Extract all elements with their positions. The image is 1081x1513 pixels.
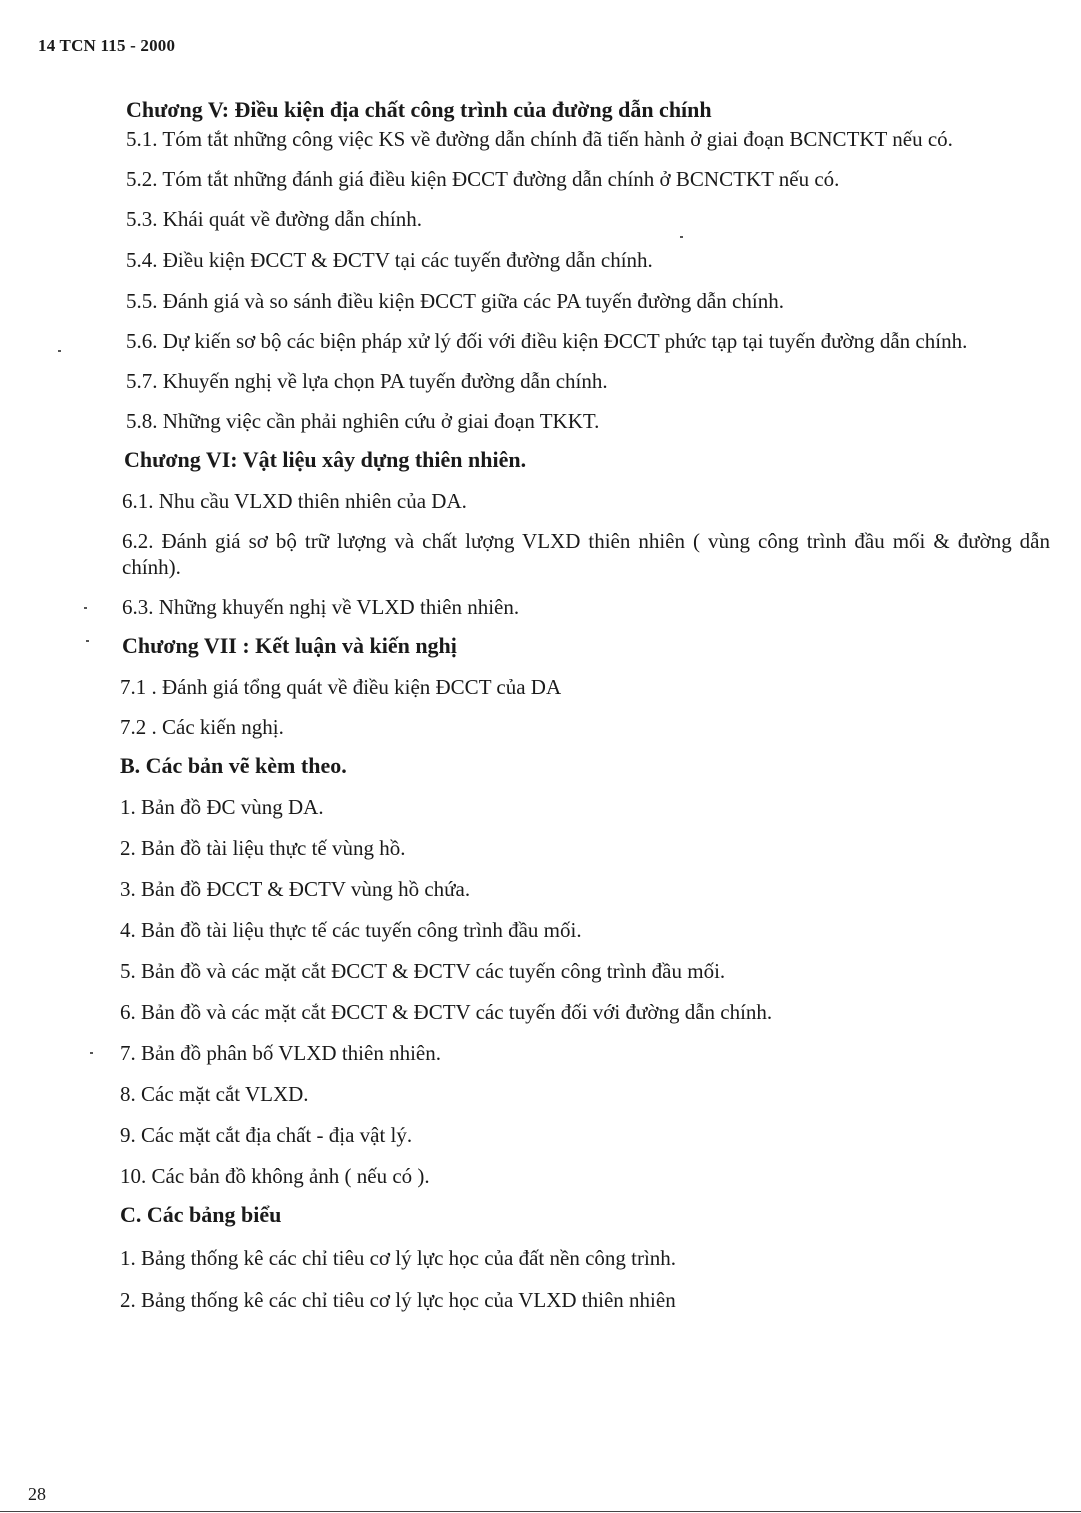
drawing-item-3: 3. Bản đồ ĐCCT & ĐCTV vùng hồ chứa. xyxy=(120,877,471,901)
scan-speck xyxy=(90,1052,93,1054)
item-5-8: 5.8. Những việc cần phải nghiên cứu ở giai đoạn TKKT. xyxy=(126,409,600,433)
scan-speck xyxy=(84,607,87,609)
drawing-item-4: 4. Bản đồ tài liệu thực tế các tuyến công trình đầu mối. xyxy=(120,918,582,942)
item-5-4: 5.4. Điều kiện ĐCCT & ĐCTV tại các tuyến đường dẫn chính. xyxy=(126,248,653,272)
standard-code-header: 14 TCN 115 - 2000 xyxy=(38,36,176,55)
chapter-5-heading: Chương V: Điều kiện địa chất công trình của đường dẫn chính xyxy=(126,97,712,122)
page-number: 28 xyxy=(28,1484,46,1504)
scan-speck xyxy=(58,350,61,352)
drawing-item-2: 2. Bản đồ tài liệu thực tế vùng hồ. xyxy=(120,836,406,860)
table-item-1: 1. Bảng thống kê các chỉ tiêu cơ lý lực học của đất nền công trình. xyxy=(120,1246,677,1270)
item-6-3: 6.3. Những khuyến nghị về VLXD thiên nhiên. xyxy=(122,595,520,619)
item-5-5: 5.5. Đánh giá và so sánh điều kiện ĐCCT giữa các PA tuyến đường dẫn chính. xyxy=(126,289,784,313)
item-6-1: 6.1. Nhu cầu VLXD thiên nhiên của DA. xyxy=(122,489,467,513)
footer-rule xyxy=(0,1511,1081,1512)
item-5-1: 5.1. Tóm tắt những công việc KS về đường dẫn chính đã tiến hành ở giai đoạn BCNCTKT nếu có. xyxy=(126,127,953,151)
section-c-heading: C. Các bảng biểu xyxy=(120,1202,282,1227)
item-6-2: 6.2. Đánh giá sơ bộ trữ lượng và chất lượng VLXD thiên nhiên ( vùng công trình đầu mối & đường dẫn chính). xyxy=(122,529,1050,579)
item-7-1: 7.1 . Đánh giá tổng quát về điều kiện ĐCCT của DA xyxy=(120,675,562,699)
drawing-item-6: 6. Bản đồ và các mặt cắt ĐCCT & ĐCTV các tuyến đối với đường dẫn chính. xyxy=(120,1000,773,1024)
drawing-item-7: 7. Bản đồ phân bố VLXD thiên nhiên. xyxy=(120,1041,441,1065)
drawing-item-10: 10. Các bản đồ không ảnh ( nếu có ). xyxy=(120,1164,430,1188)
drawing-item-5: 5. Bản đồ và các mặt cắt ĐCCT & ĐCTV các tuyến công trình đầu mối. xyxy=(120,959,726,983)
item-5-7: 5.7. Khuyến nghị về lựa chọn PA tuyến đường dẫn chính. xyxy=(126,369,608,393)
chapter-7-heading: Chương VII : Kết luận và kiến nghị xyxy=(122,633,457,658)
table-item-2: 2. Bảng thống kê các chỉ tiêu cơ lý lực học của VLXD thiên nhiên xyxy=(120,1288,676,1312)
scan-speck xyxy=(680,236,683,238)
drawing-item-9: 9. Các mặt cắt địa chất - địa vật lý. xyxy=(120,1123,413,1147)
item-5-3: 5.3. Khái quát về đường dẫn chính. xyxy=(126,207,423,231)
drawing-item-8: 8. Các mặt cắt VLXD. xyxy=(120,1082,309,1106)
scan-speck xyxy=(86,640,89,642)
item-7-2: 7.2 . Các kiến nghị. xyxy=(120,715,284,739)
drawing-item-1: 1. Bản đồ ĐC vùng DA. xyxy=(120,795,324,819)
item-5-6: 5.6. Dự kiến sơ bộ các biện pháp xử lý đối với điều kiện ĐCCT phức tạp tại tuyến đường dẫn chính. xyxy=(126,329,968,353)
chapter-6-heading: Chương VI: Vật liệu xây dựng thiên nhiên. xyxy=(124,447,527,472)
item-5-2: 5.2. Tóm tắt những đánh giá điều kiện ĐCCT đường dẫn chính ở BCNCTKT nếu có. xyxy=(126,167,840,191)
document-body xyxy=(120,96,1050,1313)
section-b-heading: B. Các bản vẽ kèm theo. xyxy=(120,753,347,778)
